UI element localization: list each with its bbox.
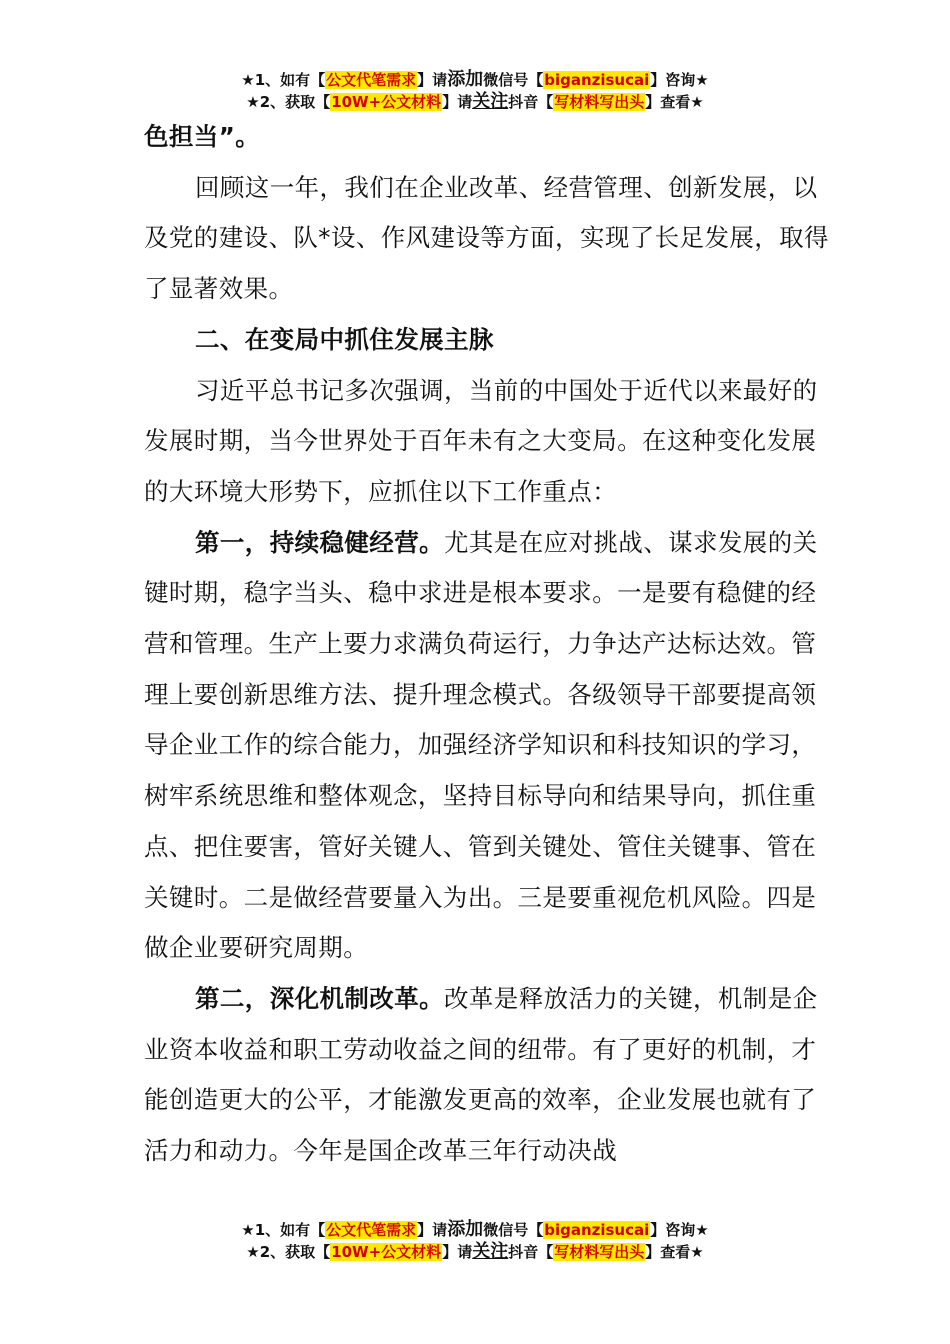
point-2-body: 改革是释放活力的关键，机制是企业资本收益和职工劳动收益之间的纽带。有了更好的机制，才能创造更大的公平，才能激发更高的效率，企业发展也就有了活力和动力。今年是国企改革三年行动决战: [144, 983, 818, 1166]
banner-highlight-wechat-id: biganzisucai: [544, 71, 650, 89]
header-banner: [0, 69, 950, 113]
point-2-lead: 第二，深化机制改革。: [195, 983, 444, 1013]
banner-line-1: ★1、如有【公文代笔需求】请添加微信号【biganzisucai】咨询★: [241, 69, 709, 90]
paragraph-continuation: 色担当”。: [144, 122, 261, 151]
document-body: [144, 112, 830, 1177]
footer-line-2: ★2、获取【10W+公文材料】请关注抖音【写材料写出头】查看★: [246, 1241, 704, 1262]
point-1-lead: 第一，持续稳健经营。: [195, 527, 444, 557]
paragraph-review: 回顾这一年，我们在企业改革、经营管理、创新发展，以及党的建设、队*设、作风建设等方面，实现了长足发展，取得了显著效果。: [144, 172, 829, 304]
banner-highlight-douyin: 写材料写出头: [554, 93, 645, 111]
section-heading: 二、在变局中抓住发展主脉: [195, 324, 494, 354]
footer-line-1: ★1、如有【公文代笔需求】请添加微信号【biganzisucai】咨询★: [241, 1219, 709, 1240]
banner-line-2: ★2、获取【10W+公文材料】请关注抖音【写材料写出头】查看★: [246, 91, 704, 112]
footer-banner: [0, 1219, 950, 1263]
paragraph-point-1: [144, 518, 830, 974]
banner-highlight-materials: 10W+公文材料: [331, 93, 442, 111]
paragraph-intro: 习近平总书记多次强调，当前的中国处于近代以来最好的发展时期，当今世界处于百年未有之大变局。在这种变化发展的大环境大形势下，应抓住以下工作重点：: [144, 375, 818, 506]
paragraph-point-2: [144, 974, 830, 1177]
point-1-body: 尤其是在应对挑战、谋求发展的关键时期，稳字当头、稳中求进是根本要求。一是要有稳健的经营和管理。生产上要力求满负荷运行，力争达产达标达效。管理上要创新思维方法、提升理念模式。各级领导干部要提高领导企业工作的综合能力，加强经济学知识和科技知识的学习，树牢系统思维和整体观念，坚持目标导向和结果导向，抓住重点、把住要害，管好关键人、管到关键处、管住关键事、管在关键时。二是做经营要量入为出。三是要重视危机风险。四是做企业要研究周期。: [144, 527, 818, 963]
banner-highlight-service: 公文代笔需求: [326, 71, 417, 89]
